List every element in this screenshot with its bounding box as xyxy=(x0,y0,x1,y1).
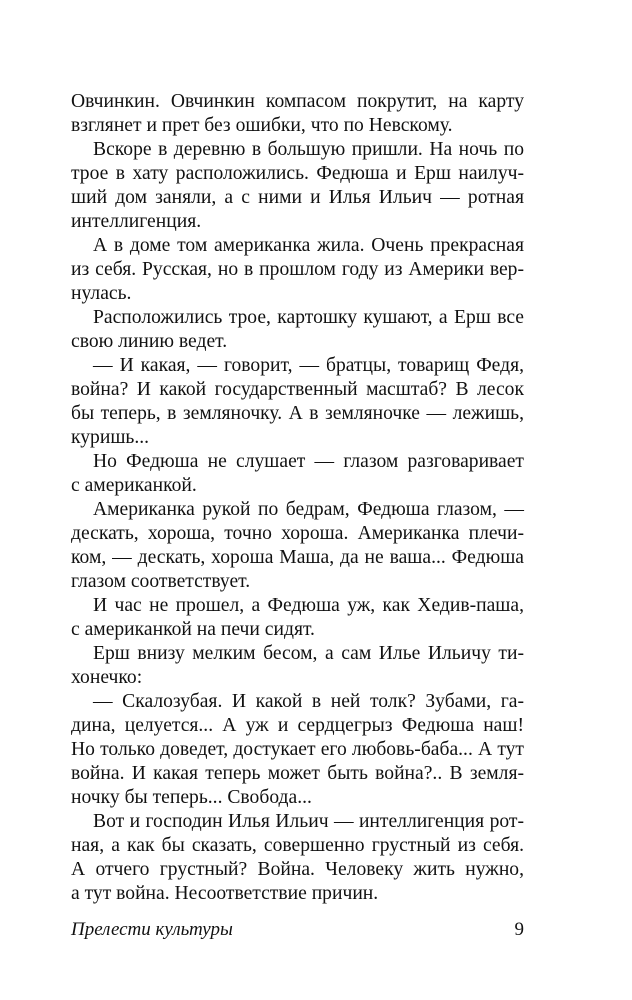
text-line: — Скалозубая. И какой в ней толк? Зубами, га- xyxy=(93,691,524,712)
text-line: Ерш внизу мелким бесом, а сам Илье Ильичу ти- xyxy=(93,643,524,664)
text-line: глазом соответствует. xyxy=(71,571,251,592)
text-line: А в доме том американка жила. Очень прекрасная xyxy=(93,235,524,256)
text-line: нулась. xyxy=(71,283,132,304)
text-line: ший дом заняли, а с ними и Илья Ильич — ротная xyxy=(71,187,524,208)
text-line: война. И какая теперь может быть война?.. В земля- xyxy=(71,763,524,784)
page-number: 9 xyxy=(514,919,524,940)
text-line: А отчего грустный? Война. Человеку жить нужно, xyxy=(71,859,524,880)
text-line: — И какая, — говорит, — братцы, товарищ Федя, xyxy=(93,355,524,376)
text-line: Овчинкин. Овчинкин компасом покрутит, на карту xyxy=(71,91,524,112)
text-line: Вот и господин Илья Ильич — интеллигенция рот- xyxy=(93,811,524,832)
text-line: с американкой на печи сидят. xyxy=(71,619,315,640)
text-line: интеллигенция. xyxy=(71,211,202,232)
text-line: трое в хату расположились. Федюша и Ерш наилуч- xyxy=(71,163,524,184)
text-line: хонечко: xyxy=(71,667,143,688)
text-line: бы теперь, в земляночку. А в земляночке — лежишь, xyxy=(71,403,524,424)
text-line: дина, целуется... А уж и сердцегрыз Федюша наш! xyxy=(71,715,524,736)
text-line: дескать, хороша, точно хороша. Американка плечи- xyxy=(71,523,524,544)
text-line: война? И какой государственный масштаб? В лесок xyxy=(71,379,524,400)
text-line: ная, а как бы сказать, совершенно грустный из себя. xyxy=(71,835,524,856)
text-line: Американка рукой по бедрам, Федюша глазом, — xyxy=(93,499,524,520)
text-line: Но только доведет, достукает его любовь-баба... А тут xyxy=(71,739,524,760)
text-line: ком, — дескать, хороша Маша, да не ваша... Федюша xyxy=(71,547,524,568)
running-footer-title: Прелести культуры xyxy=(71,919,233,940)
text-line: Расположились трое, картошку кушают, а Ерш все xyxy=(93,307,524,328)
text-line: взглянет и прет без ошибки, что по Невскому. xyxy=(71,115,453,136)
text-line: Но Федюша не слушает — глазом разговаривает xyxy=(93,451,524,472)
text-line: куришь... xyxy=(71,427,150,448)
text-line: из себя. Русская, но в прошлом году из Америки вер- xyxy=(71,259,524,280)
text-line: ночку бы теперь... Свобода... xyxy=(71,787,312,808)
text-line: а тут война. Несоответствие причин. xyxy=(71,883,379,904)
text-line: свою линию ведет. xyxy=(71,331,228,352)
text-line: Вскоре в деревню в большую пришли. На ночь по xyxy=(93,139,524,160)
text-line: И час не прошел, а Федюша уж, как Хедив-паша, xyxy=(93,595,524,616)
text-line: с американкой. xyxy=(71,475,197,496)
